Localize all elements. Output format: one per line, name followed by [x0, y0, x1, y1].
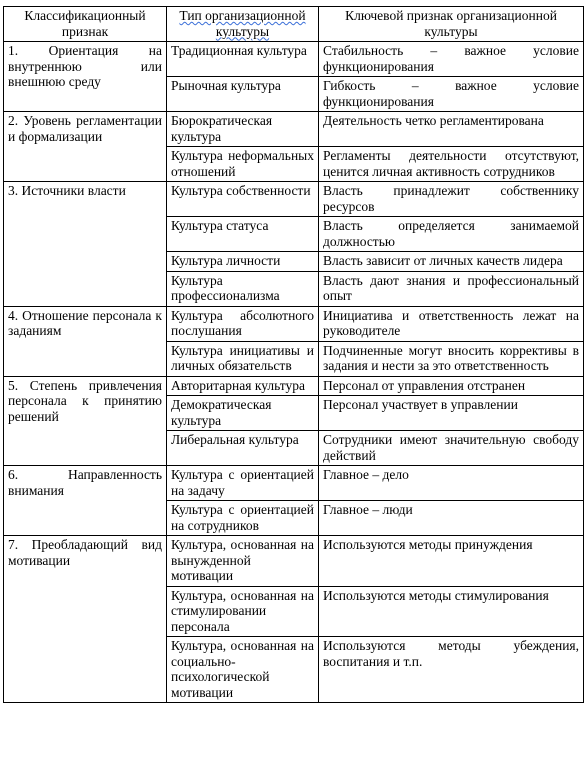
- culture-type-cell: Культура, основанная на вынужденной мотивации: [167, 536, 319, 587]
- key-feature-cell: Власть дают знания и профессиональный опыт: [319, 271, 584, 306]
- table-row: [4, 182, 584, 217]
- key-feature-cell: Персонал от управления отстранен: [319, 376, 584, 396]
- culture-type-cell: Культура, основанная на социально-психологической мотивации: [167, 637, 319, 703]
- header-criterion: Классификационный признак: [4, 7, 167, 42]
- criterion-cell: 3. Источники власти: [4, 182, 167, 307]
- key-feature-cell: Главное – люди: [319, 501, 584, 536]
- table-header-row: [4, 7, 584, 42]
- culture-type-cell: Традиционная культура: [167, 42, 319, 77]
- culture-type-cell: Культура инициативы и личных обязательств: [167, 341, 319, 376]
- key-feature-cell: Инициатива и ответственность лежат на руководителе: [319, 306, 584, 341]
- table-row: [4, 466, 584, 501]
- culture-type-cell: Культура абсолютного послушания: [167, 306, 319, 341]
- key-feature-cell: Стабильность – важное условие функционирования: [319, 42, 584, 77]
- key-feature-cell: Персонал участвует в управлении: [319, 396, 584, 431]
- key-feature-cell: Главное – дело: [319, 466, 584, 501]
- criterion-cell: 1. Ориентация на внутреннюю или внешнюю среду: [4, 42, 167, 112]
- key-feature-cell: Власть определяется занимаемой должностью: [319, 217, 584, 252]
- culture-type-cell: Культура неформальных отношений: [167, 147, 319, 182]
- key-feature-cell: Власть зависит от личных качеств лидера: [319, 252, 584, 272]
- culture-type-cell: Авторитарная культура: [167, 376, 319, 396]
- table-row: [4, 376, 584, 396]
- header-culture-type: [167, 7, 319, 42]
- table-row: [4, 42, 584, 77]
- key-feature-cell: Сотрудники имеют значительную свободу действий: [319, 431, 584, 466]
- criterion-cell: 5. Степень привлечения персонала к принятию решений: [4, 376, 167, 466]
- culture-type-cell: Культура с ориентацией на сотрудников: [167, 501, 319, 536]
- header-key-feature: Ключевой признак организационной культуры: [319, 7, 584, 42]
- culture-type-cell: Культура собственности: [167, 182, 319, 217]
- culture-type-cell: Демократическая культура: [167, 396, 319, 431]
- criterion-cell: 7. Преобладающий вид мотивации: [4, 536, 167, 703]
- header-culture-type-text: Тип организационной культуры: [179, 8, 306, 39]
- culture-type-cell: Культура, основанная на стимулировании персонала: [167, 586, 319, 637]
- key-feature-cell: Деятельность четко регламентирована: [319, 112, 584, 147]
- table-row: [4, 536, 584, 587]
- key-feature-cell: Используются методы убеждения, воспитания и т.п.: [319, 637, 584, 703]
- criterion-cell: 4. Отношение персонала к заданиям: [4, 306, 167, 376]
- culture-type-cell: Рыночная культура: [167, 77, 319, 112]
- key-feature-cell: Гибкость – важное условие функционирования: [319, 77, 584, 112]
- table-row: [4, 112, 584, 147]
- table-row: [4, 306, 584, 341]
- table-body: [4, 42, 584, 703]
- culture-type-cell: Либеральная культура: [167, 431, 319, 466]
- key-feature-cell: Подчиненные могут вносить коррективы в задания и нести за это ответственность: [319, 341, 584, 376]
- key-feature-cell: Власть принадлежит собственнику ресурсов: [319, 182, 584, 217]
- criterion-cell: 6. Направленность внимания: [4, 466, 167, 536]
- key-feature-cell: Регламенты деятельности отсутствуют, ценится личная активность сотрудников: [319, 147, 584, 182]
- key-feature-cell: Используются методы принуждения: [319, 536, 584, 587]
- culture-type-cell: Бюрократическая культура: [167, 112, 319, 147]
- classification-table: [3, 6, 584, 703]
- culture-type-cell: Культура личности: [167, 252, 319, 272]
- key-feature-cell: Используются методы стимулирования: [319, 586, 584, 637]
- culture-type-cell: Культура статуса: [167, 217, 319, 252]
- culture-type-cell: Культура с ориентацией на задачу: [167, 466, 319, 501]
- culture-type-cell: Культура профессионализма: [167, 271, 319, 306]
- criterion-cell: 2. Уровень регламентации и формализации: [4, 112, 167, 182]
